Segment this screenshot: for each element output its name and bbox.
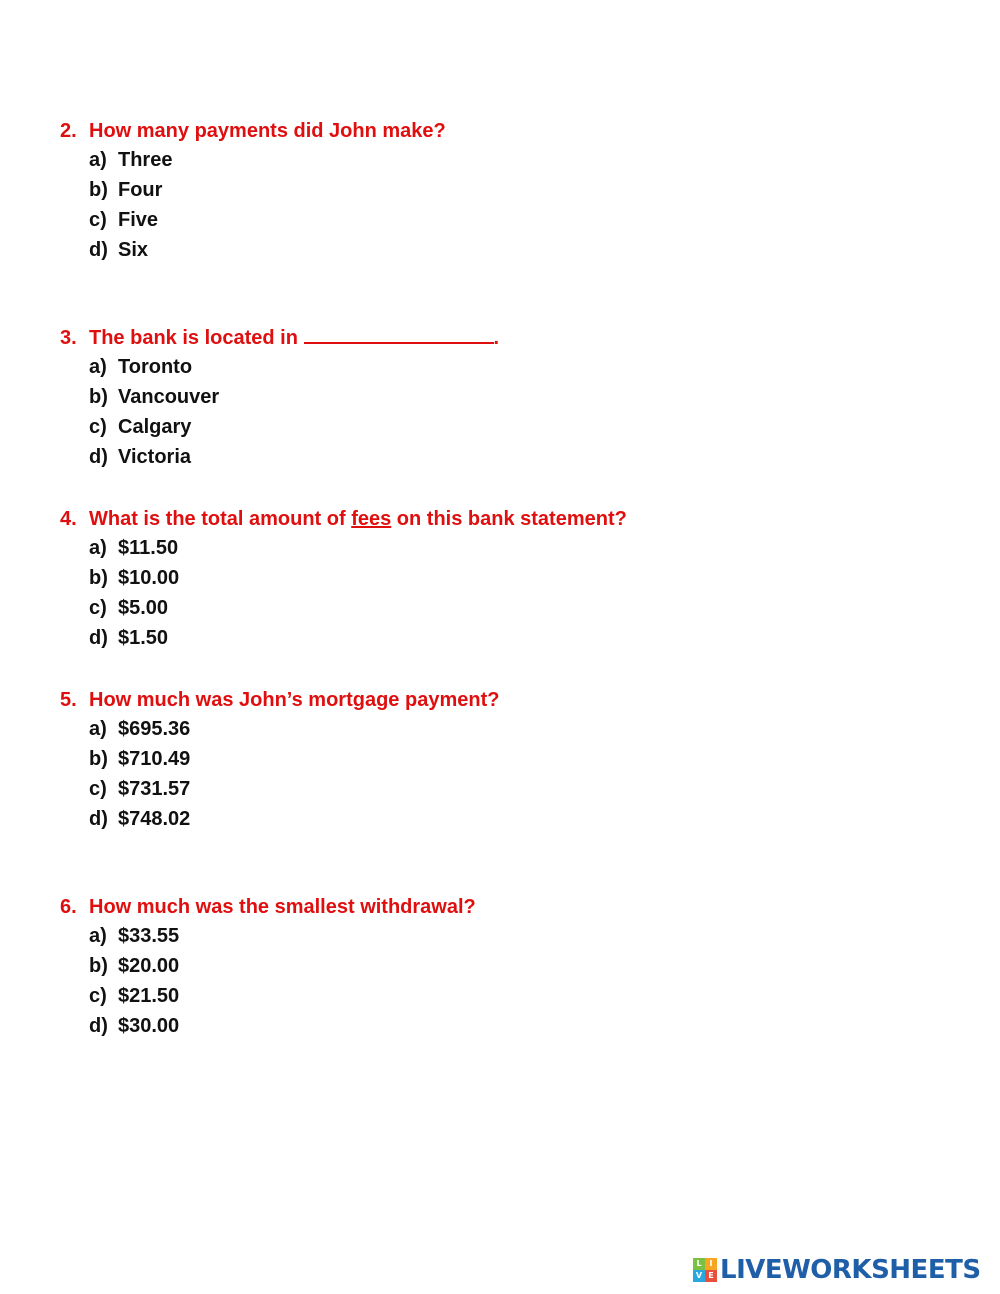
- option-letter: d): [89, 239, 108, 261]
- option-text: $20.00: [118, 955, 180, 977]
- option-text: $748.02: [118, 808, 191, 830]
- question-number: 5.: [60, 689, 77, 711]
- underlined-word: fees: [351, 508, 392, 530]
- option-text: $21.50: [118, 985, 180, 1007]
- option-text: $710.49: [118, 748, 191, 770]
- option-a[interactable]: [60, 352, 499, 382]
- question-number: 4.: [60, 508, 77, 530]
- option-b[interactable]: [60, 744, 499, 774]
- question-prompt: What is the total amount of: [89, 508, 352, 530]
- option-letter: c): [89, 778, 107, 800]
- option-a[interactable]: [60, 921, 476, 951]
- option-letter: b): [89, 567, 108, 589]
- question-6-text: [60, 893, 476, 921]
- option-letter: c): [89, 209, 107, 231]
- liveworksheets-logo-icon: [693, 1258, 717, 1282]
- option-letter: d): [89, 446, 108, 468]
- option-text: Calgary: [118, 416, 192, 438]
- question-4: [60, 505, 627, 653]
- logo-tile-v: V: [693, 1270, 705, 1282]
- question-number: 2.: [60, 120, 77, 142]
- option-letter: a): [89, 537, 107, 559]
- question-3-text: [60, 324, 499, 352]
- question-4-text: [60, 505, 627, 533]
- option-a[interactable]: [60, 533, 627, 563]
- question-number: 3.: [60, 327, 77, 349]
- option-d[interactable]: [60, 1011, 476, 1041]
- fill-in-blank: [304, 324, 494, 344]
- option-b[interactable]: [60, 951, 476, 981]
- option-a[interactable]: [60, 145, 446, 175]
- option-c[interactable]: [60, 774, 499, 804]
- question-2-text: [60, 117, 446, 145]
- option-letter: b): [89, 955, 108, 977]
- option-text: Five: [118, 209, 159, 231]
- option-letter: a): [89, 718, 107, 740]
- option-text: Victoria: [118, 446, 191, 468]
- question-prompt-end: on this bank statement?: [391, 508, 627, 530]
- option-letter: b): [89, 386, 108, 408]
- option-c[interactable]: [60, 412, 499, 442]
- option-text: $30.00: [118, 1015, 180, 1037]
- question-5: [60, 686, 499, 834]
- option-c[interactable]: [60, 981, 476, 1011]
- option-d[interactable]: [60, 804, 499, 834]
- option-d[interactable]: [60, 623, 627, 653]
- option-letter: b): [89, 748, 108, 770]
- option-text: $1.50: [118, 627, 169, 649]
- option-text: $33.55: [118, 925, 180, 947]
- question-2: [60, 117, 446, 265]
- option-letter: a): [89, 356, 107, 378]
- option-letter: a): [89, 149, 107, 171]
- option-letter: d): [89, 1015, 108, 1037]
- option-b[interactable]: [60, 563, 627, 593]
- logo-tile-e: E: [705, 1270, 717, 1282]
- option-letter: c): [89, 985, 107, 1007]
- logo-tile-i: I: [705, 1258, 717, 1270]
- option-c[interactable]: [60, 205, 446, 235]
- question-5-text: [60, 686, 499, 714]
- liveworksheets-brand: [693, 1255, 981, 1285]
- option-d[interactable]: [60, 442, 499, 472]
- option-text: $11.50: [118, 537, 179, 559]
- option-c[interactable]: [60, 593, 627, 623]
- option-text: $10.00: [118, 567, 180, 589]
- option-letter: d): [89, 808, 108, 830]
- question-prompt: How much was John’s mortgage payment?: [89, 689, 500, 711]
- option-letter: a): [89, 925, 107, 947]
- option-d[interactable]: [60, 235, 446, 265]
- option-text: $5.00: [118, 597, 169, 619]
- option-text: Three: [118, 149, 173, 171]
- option-text: Six: [118, 239, 149, 261]
- option-b[interactable]: [60, 382, 499, 412]
- option-letter: d): [89, 627, 108, 649]
- option-letter: c): [89, 597, 107, 619]
- option-a[interactable]: [60, 714, 499, 744]
- question-6: [60, 893, 476, 1041]
- question-prompt: The bank is located in: [89, 327, 304, 349]
- option-text: Toronto: [118, 356, 193, 378]
- brand-name: LIVEWORKSHEETS: [720, 1255, 981, 1285]
- option-b[interactable]: [60, 175, 446, 205]
- option-text: $731.57: [118, 778, 191, 800]
- question-number: 6.: [60, 896, 77, 918]
- option-letter: b): [89, 179, 108, 201]
- question-3: [60, 324, 499, 472]
- question-prompt: How much was the smallest withdrawal?: [89, 896, 476, 918]
- option-letter: c): [89, 416, 107, 438]
- option-text: Four: [118, 179, 163, 201]
- option-text: Vancouver: [118, 386, 220, 408]
- option-text: $695.36: [118, 718, 191, 740]
- question-prompt-end: .: [493, 327, 500, 349]
- logo-tile-l: L: [693, 1258, 705, 1270]
- question-prompt: How many payments did John make?: [89, 120, 446, 142]
